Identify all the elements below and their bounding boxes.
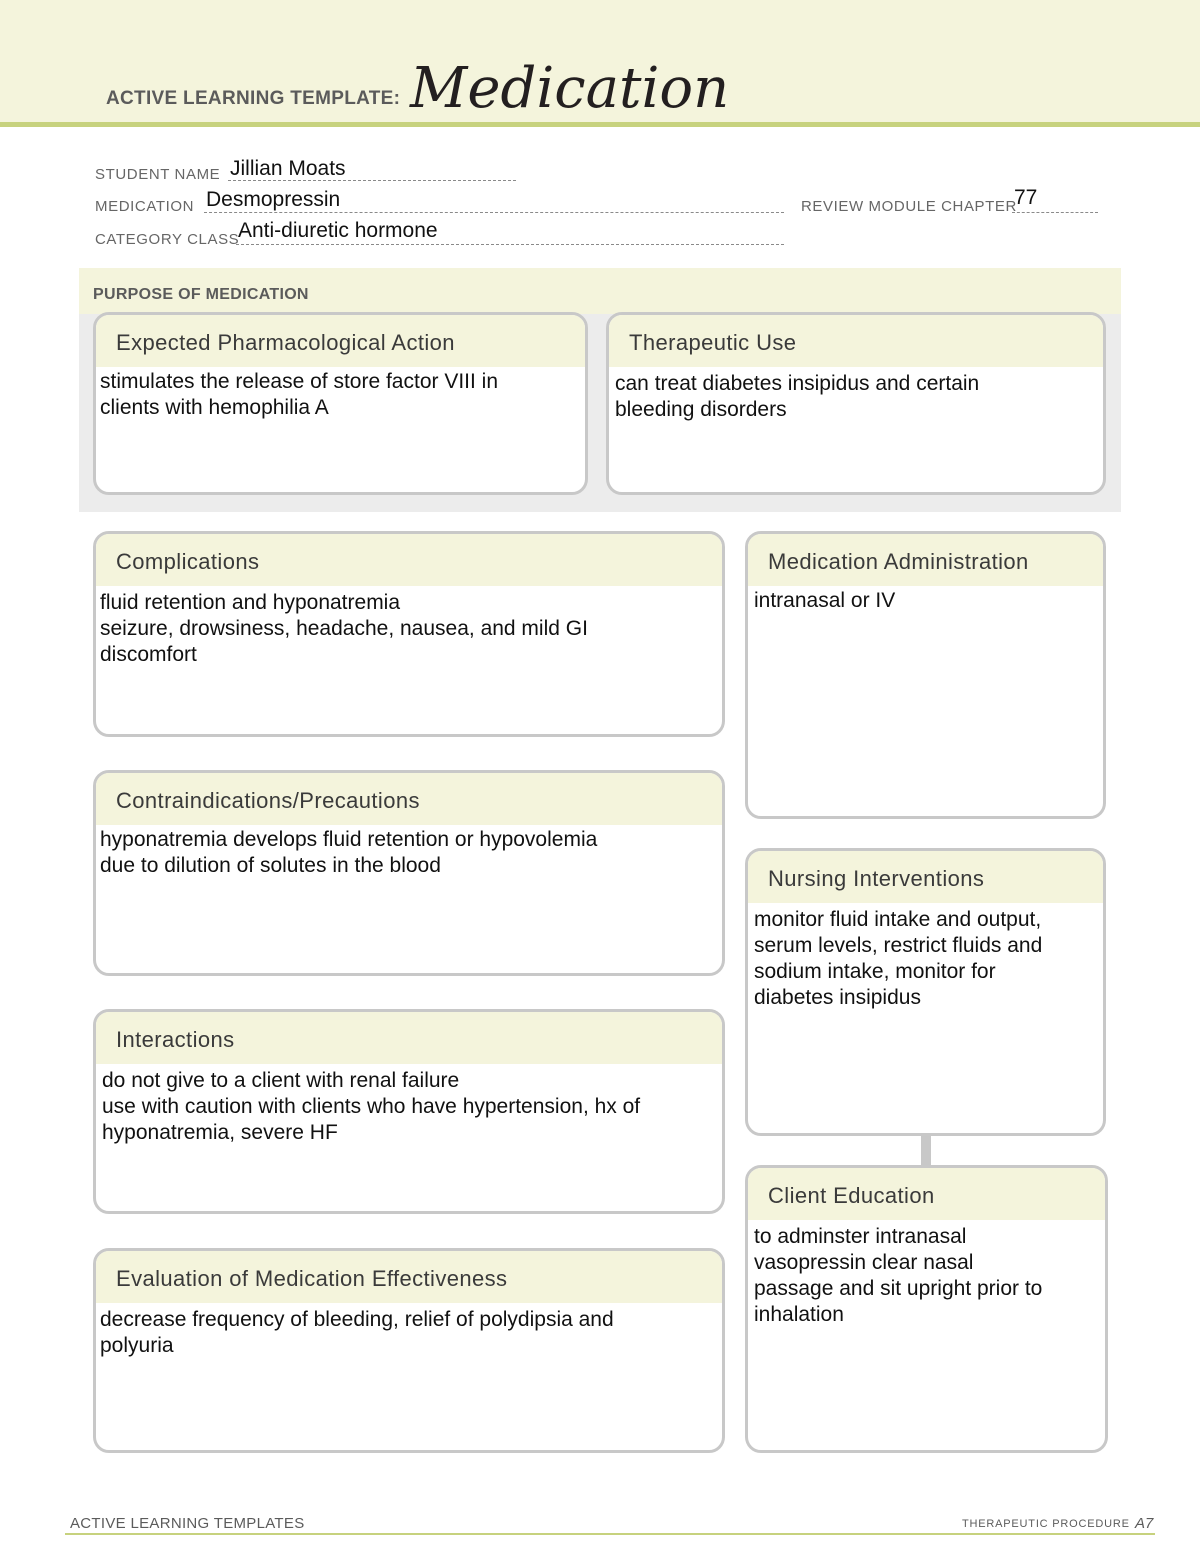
evaluation-title: Evaluation of Medication Effectiveness bbox=[96, 1251, 722, 1303]
therapeutic-use-box bbox=[606, 312, 1106, 495]
nursing-interventions-text[interactable]: monitor fluid intake and output, serum levels, restrict fluids and sodium intake, monitor for diabetes insipidus bbox=[754, 908, 1043, 1009]
footer-right-label: THERAPEUTIC PROCEDURE bbox=[962, 1518, 1130, 1530]
purpose-label: PURPOSE OF MEDICATION bbox=[93, 286, 309, 303]
student-name-field[interactable]: Jillian Moats bbox=[230, 157, 346, 180]
expected-action-text[interactable]: stimulates the release of store factor VIII in clients with hemophilia A bbox=[100, 370, 499, 419]
page-number: A7 bbox=[1135, 1515, 1154, 1532]
medication-line bbox=[204, 212, 784, 213]
nursing-interventions-title: Nursing Interventions bbox=[748, 851, 1103, 903]
student-name-label: STUDENT NAME bbox=[95, 166, 221, 183]
footer-left-label: ACTIVE LEARNING TEMPLATES bbox=[70, 1515, 305, 1532]
contraindications-box bbox=[93, 770, 725, 976]
template-title: Medication bbox=[410, 56, 730, 121]
complications-title: Complications bbox=[96, 534, 722, 586]
therapeutic-use-text[interactable]: can treat diabetes insipidus and certain bleeding disorders bbox=[615, 372, 980, 421]
interactions-text[interactable]: do not give to a client with renal failure use with caution with clients who have hypertension, hx of hyponatremia, severe HF bbox=[102, 1069, 641, 1144]
medication-label: MEDICATION bbox=[95, 198, 195, 215]
review-module-line bbox=[1012, 212, 1098, 213]
medication-administration-title: Medication Administration bbox=[748, 534, 1103, 586]
complications-box bbox=[93, 531, 725, 737]
header-rule bbox=[0, 122, 1200, 127]
client-education-box bbox=[745, 1165, 1108, 1453]
contraindications-title: Contraindications/Precautions bbox=[96, 773, 722, 825]
interactions-title: Interactions bbox=[96, 1012, 722, 1064]
medication-administration-text[interactable]: intranasal or IV bbox=[754, 589, 896, 612]
category-class-field[interactable]: Anti-diuretic hormone bbox=[238, 219, 438, 242]
evaluation-text[interactable]: decrease frequency of bleeding, relief of polydipsia and polyuria bbox=[100, 1308, 614, 1357]
client-education-title: Client Education bbox=[748, 1168, 1105, 1220]
complications-text[interactable]: fluid retention and hyponatremia seizure, drowsiness, headache, nausea, and mild GI discomfort bbox=[100, 591, 588, 666]
nursing-interventions-box bbox=[745, 848, 1106, 1136]
client-education-text[interactable]: to adminster intranasal vasopressin clear nasal passage and sit upright prior to inhalation bbox=[754, 1225, 1043, 1326]
therapeutic-use-title: Therapeutic Use bbox=[609, 315, 1103, 367]
expected-action-title: Expected Pharmacological Action bbox=[96, 315, 585, 367]
category-class-line bbox=[236, 244, 784, 245]
medication-administration-box bbox=[745, 531, 1106, 819]
box-connector bbox=[921, 1135, 931, 1167]
template-label: ACTIVE LEARNING TEMPLATE: bbox=[106, 88, 401, 109]
contraindications-text[interactable]: hyponatremia develops fluid retention or hypovolemia due to dilution of solutes in the blood bbox=[100, 828, 598, 877]
review-module-field[interactable]: 77 bbox=[1014, 186, 1038, 209]
expected-action-box bbox=[93, 312, 588, 495]
evaluation-box bbox=[93, 1248, 725, 1453]
interactions-box bbox=[93, 1009, 725, 1214]
medication-field[interactable]: Desmopressin bbox=[206, 188, 341, 211]
footer-rule bbox=[65, 1533, 1155, 1535]
review-module-label: REVIEW MODULE CHAPTER bbox=[801, 198, 1017, 215]
category-class-label: CATEGORY CLASS bbox=[95, 231, 240, 248]
